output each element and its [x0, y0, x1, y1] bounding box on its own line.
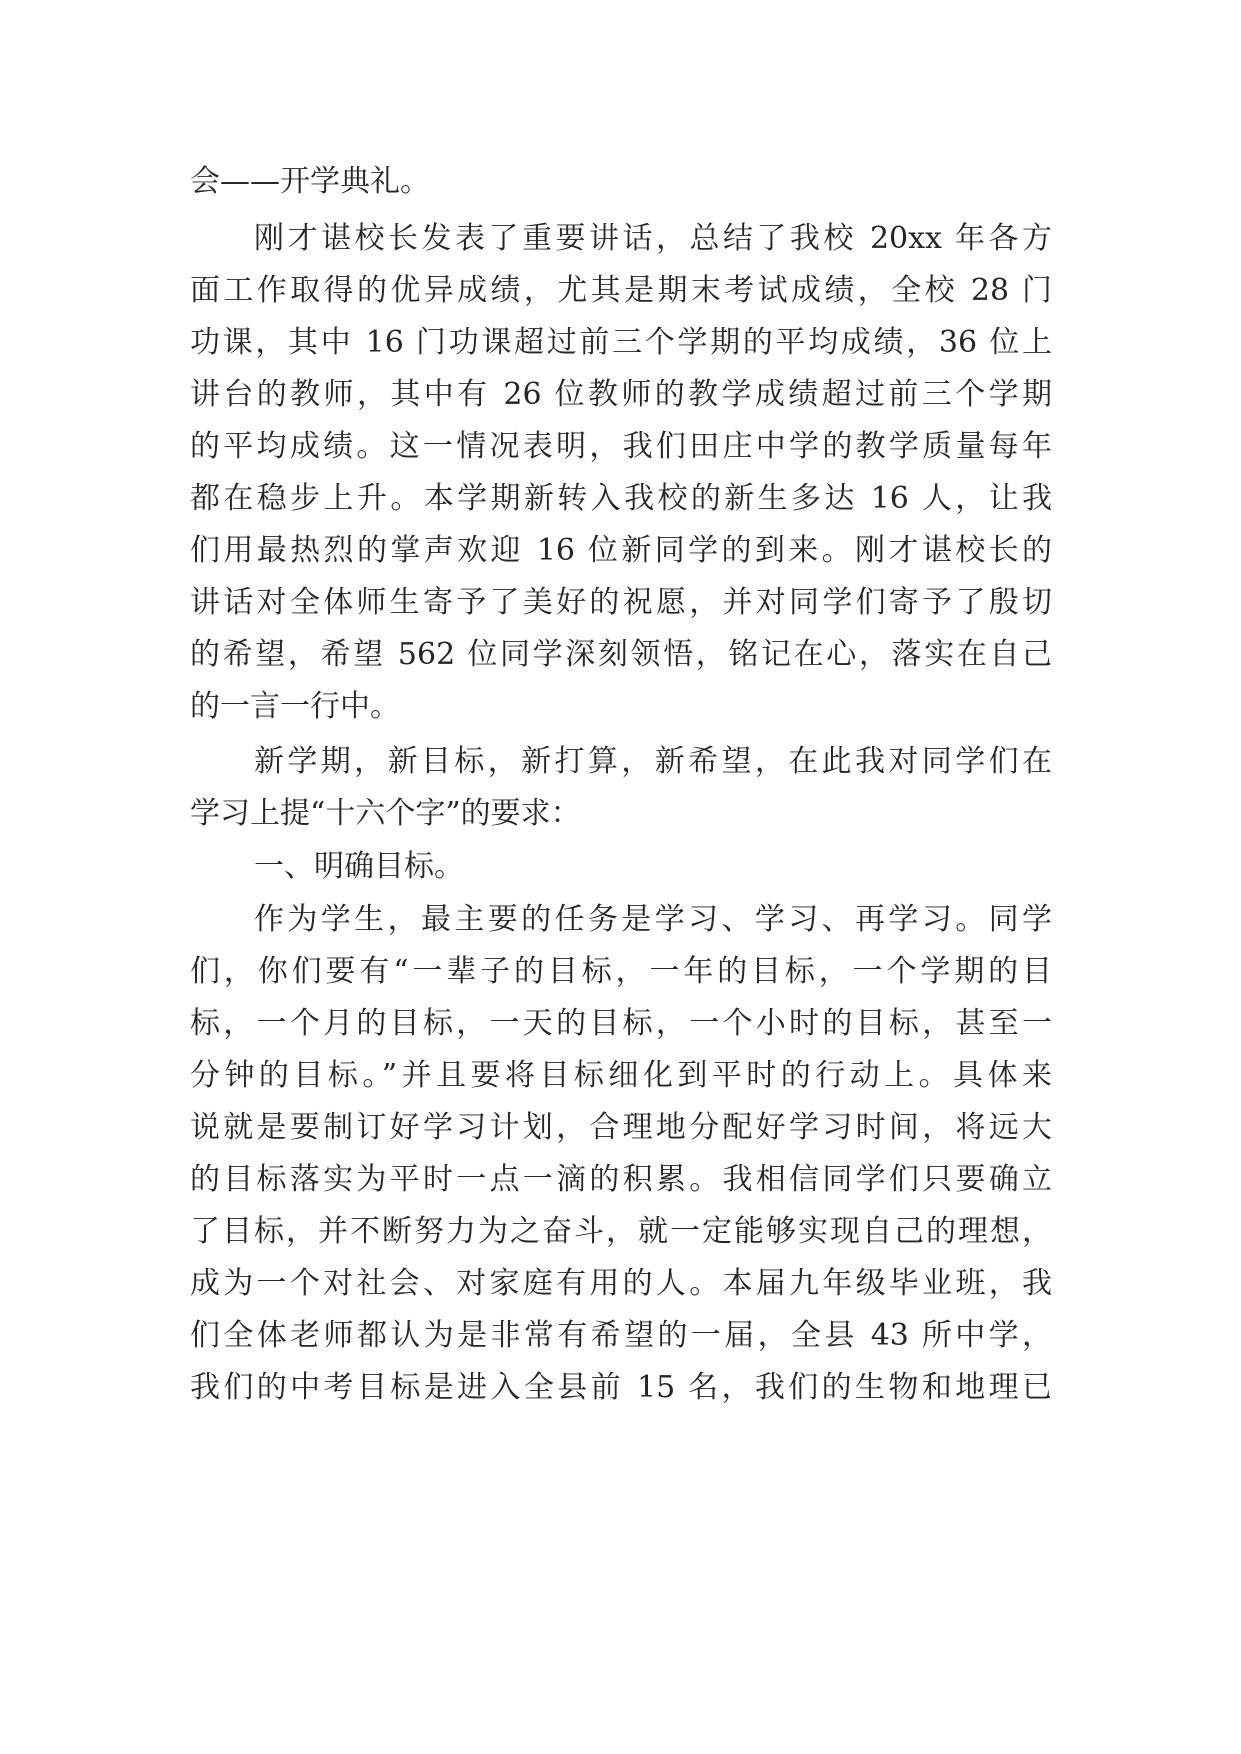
- text-line: 的一言一行中。: [190, 689, 400, 724]
- text-line: 面工作取得的优异成绩，尤其是期末考试成绩，全校 28 门: [190, 273, 1052, 308]
- text-line: 讲台的教师，其中有 26 位教师的教学成绩超过前三个学期: [190, 377, 1052, 412]
- text-line: 的目标落实为平时一点一滴的积累。我相信同学们只要确立: [190, 1162, 1052, 1197]
- text-line: 们全体老师都认为是非常有希望的一届，全县 43 所中学，: [190, 1318, 1052, 1353]
- text-line: 讲话对全体师生寄予了美好的祝愿，并对同学们寄予了殷切: [190, 585, 1052, 620]
- text-line: 了目标，并不断努力为之奋斗，就一定能够实现自己的理想，: [190, 1214, 1052, 1249]
- text-line: 标，一个月的目标，一天的目标，一个小时的目标，甚至一: [190, 1006, 1052, 1041]
- text-line: 会——开学典礼。: [190, 164, 430, 199]
- text-line: 作为学生，最主要的任务是学习、学习、再学习。同学: [254, 902, 1052, 937]
- text-line: 们用最热烈的掌声欢迎 16 位新同学的到来。刚才谌校长的: [190, 533, 1052, 568]
- text-line: 们，你们要有“一辈子的目标，一年的目标，一个学期的目: [190, 954, 1052, 989]
- text-line: 功课，其中 16 门功课超过前三个学期的平均成绩，36 位上: [190, 325, 1052, 360]
- text-line: 的希望，希望 562 位同学深刻领悟，铭记在心，落实在自己: [190, 637, 1052, 672]
- text-line: 都在稳步上升。本学期新转入我校的新生多达 16 人，让我: [190, 481, 1052, 516]
- text-line: 说就是要制订好学习计划，合理地分配好学习时间，将远大: [190, 1110, 1052, 1145]
- text-line: 刚才谌校长发表了重要讲话，总结了我校 20xx 年各方: [254, 221, 1052, 256]
- text-line: 分钟的目标。”并且要将目标细化到平时的行动上。具体来: [190, 1058, 1052, 1093]
- text-line: 成为一个对社会、对家庭有用的人。本届九年级毕业班，我: [190, 1266, 1052, 1301]
- text-line: 的平均成绩。这一情况表明，我们田庄中学的教学质量每年: [190, 429, 1052, 464]
- text-line: 新学期，新目标，新打算，新希望，在此我对同学们在: [254, 744, 1052, 779]
- text-line: 我们的中考目标是进入全县前 15 名，我们的生物和地理已: [190, 1370, 1052, 1405]
- text-line: 学习上提“十六个字”的要求：: [190, 796, 581, 831]
- text-line: 一、明确目标。: [254, 849, 464, 884]
